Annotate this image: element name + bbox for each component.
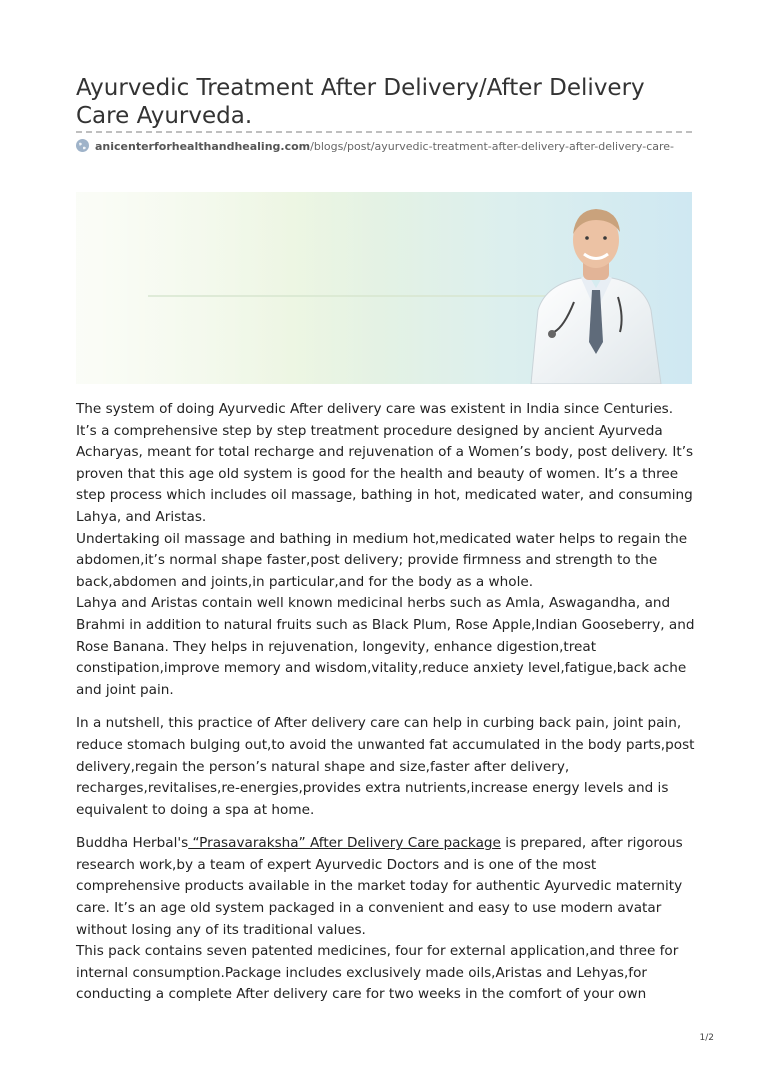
page-number: 1/2	[699, 1033, 714, 1043]
source-path[interactable]: /blogs/post/ayurvedic-treatment-after-delivery-after-delivery-care-	[310, 140, 675, 153]
source-url[interactable]	[76, 139, 692, 155]
product-description: is prepared, after rigorous research work,by a team of expert Ayurvedic Doctors and is one of the most comprehensive products available in the market today for authentic Ayurvedic maternity care. It’s an age old system packaged in a convenient and easy to use modern avatar without losing any of its traditional values.	[76, 835, 683, 938]
brand-text: Buddha Herbal's	[76, 835, 189, 852]
paragraph: The system of doing Ayurvedic After delivery care was existent in India since Centuries. It’s a comprehensive step by step treatment procedure designed by ancient Ayurveda Acharyas, meant for total recharge and rejuvenation of a Women’s body, post delivery. It’s proven that this age old system is good for the health and beauty of women. It’s a three step process which includes oil massage, bathing in hot, medicated water, and consuming Lahya, and Aristas.	[76, 401, 694, 525]
paragraph: In a nutshell, this practice of After delivery care can help in curbing back pain, joint pain, reduce stomach bulging out,to avoid the unwanted fat accumulated in the body parts,post delivery,regain the person’s natural shape and size,faster after delivery, recharges,revitalises,re-energies,provides extra nutrients,increase energy levels and is equivalent to doing a spa at home.	[76, 715, 695, 818]
paragraph-product	[76, 833, 696, 941]
article-body	[76, 399, 696, 1006]
hero-image-doctor	[76, 192, 692, 384]
product-link[interactable]: “Prasavaraksha” After Delivery Care package	[188, 835, 501, 852]
paragraph: Lahya and Aristas contain well known medicinal herbs such as Amla, Aswagandha, and Brahmi in addition to natural fruits such as Black Plum, Rose Apple,Indian Gooseberry, and Rose Banana. They helps in rejuvenation, longevity, enhance digestion,treat constipation,improve memory and wisdom,vitality,reduce anxiety level,fatigue,back ache and joint pain.	[76, 595, 695, 698]
source-domain[interactable]: anicenterforhealthandhealing.com	[95, 140, 311, 153]
title-divider	[76, 131, 692, 133]
paragraph: Undertaking oil massage and bathing in medium hot,medicated water helps to regain the abdomen,it’s normal shape faster,post delivery; provide firmness and strength to the back,abdomen and joints,in particular,and for the body as a whole.	[76, 530, 688, 590]
globe-icon	[76, 139, 89, 152]
article-title: Ayurvedic Treatment After Delivery/After Delivery Care Ayurveda.	[76, 75, 645, 129]
paragraph: This pack contains seven patented medicines, four for external application,and three for internal consumption.Package includes exclusively made oils,Aristas and Lehyas,for conducting a complete After delivery care for two weeks in the comfort of your own	[76, 943, 679, 1003]
